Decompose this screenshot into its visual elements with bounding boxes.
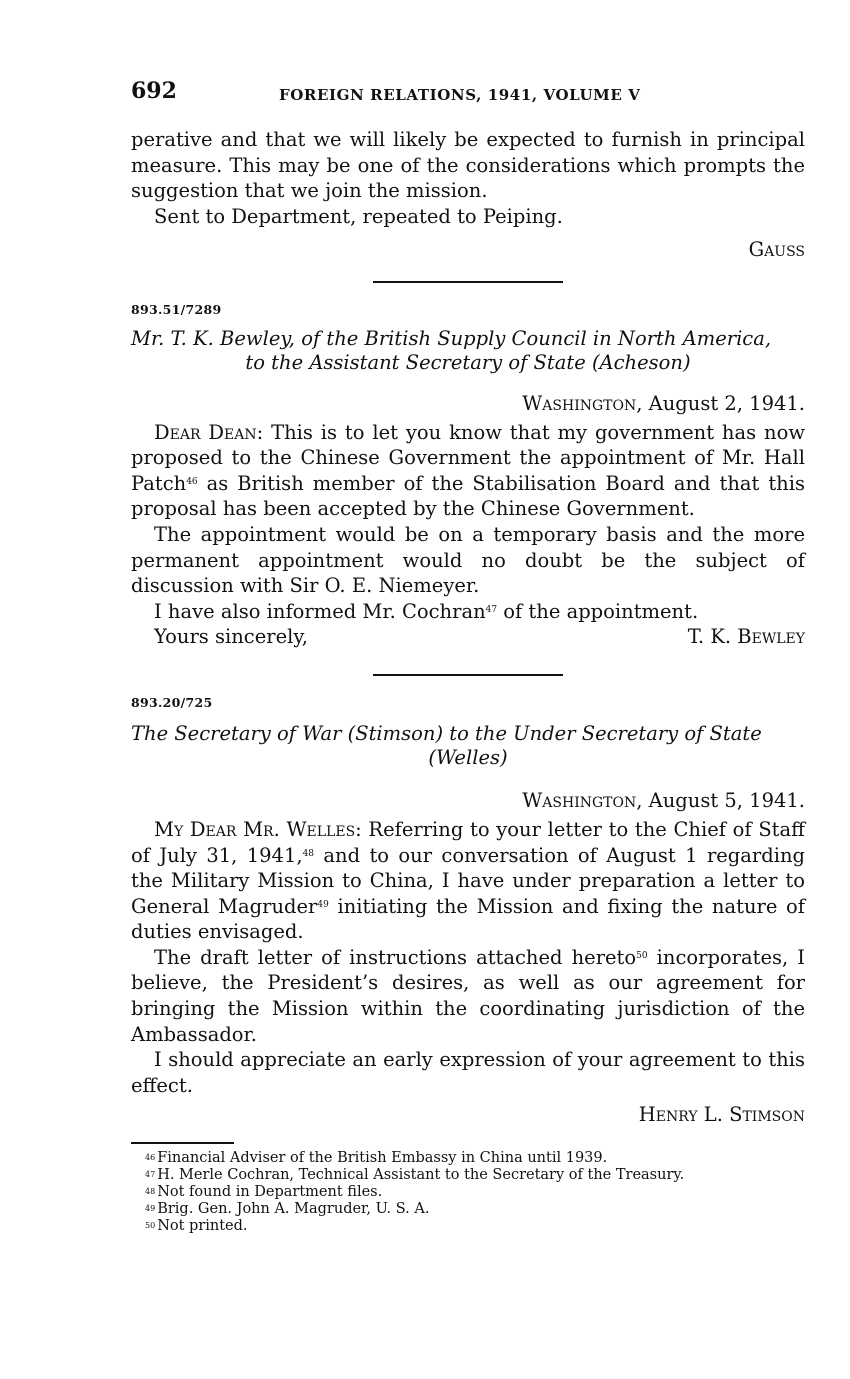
closing-row [131, 624, 805, 650]
document-gauss-telegram [131, 127, 805, 263]
footnote [145, 1150, 805, 1167]
signature: Henry L. Stimson [638, 1103, 805, 1127]
document-stimson-letter [131, 695, 805, 1128]
footnote-ref: 48 [302, 848, 315, 859]
letter-body [131, 788, 805, 1128]
paragraph [131, 817, 805, 945]
footnote-mark: 47 [145, 1170, 156, 1180]
footnote-mark: 49 [145, 1204, 156, 1214]
dateline-date: , August 5, 1941. [636, 789, 805, 813]
footnotes [131, 1150, 805, 1235]
footnote-divider [131, 1142, 234, 1144]
running-title: FOREIGN RELATIONS, 1941, VOLUME V [279, 86, 641, 104]
paragraph: perative and that we will likely be expected to furnish in principal measure. This may be one of the considerations which prompts the suggestion that we join the mission. [131, 128, 805, 203]
paragraph-text: and to our conversation of August 1 regarding the Military Mission to China, I have under preparation a letter to General Magruder [131, 843, 805, 918]
footnote-ref: 46 [186, 476, 198, 487]
footnote-ref: 50 [636, 950, 648, 961]
section-divider [373, 281, 563, 283]
footnote-ref: 47 [485, 604, 498, 615]
footnote-text: Brig. Gen. John A. Magruder, U. S. A. [157, 1201, 430, 1218]
footnote-mark: 50 [145, 1221, 156, 1231]
page-header [131, 78, 805, 108]
page-number: 692 [131, 78, 177, 104]
salutation: My Dear Mr. Welles [154, 817, 356, 841]
paragraph: I should appreciate an early expression of your agreement to this effect. [131, 1048, 805, 1097]
paragraph-text: : This is to let you know that my government has now proposed to the Chinese Government the appointment of Mr. Hall Patch [131, 420, 806, 495]
signature: Gauss [748, 238, 805, 262]
footnote-text: Financial Adviser of the British Embassy in China until 1939. [157, 1150, 608, 1167]
dateline [131, 788, 805, 814]
footnote [145, 1201, 805, 1218]
paragraph-text: as British member of the Stabilisation Board and that this proposal has been accepted by the Chinese Government. [131, 471, 805, 521]
document-heading [131, 327, 805, 375]
heading-line: (Welles) [428, 746, 508, 770]
footnote-text: H. Merle Cochran, Technical Assistant to the Secretary of the Treasury. [157, 1167, 685, 1184]
dateline-place: Washington [522, 789, 637, 813]
paragraph-text: : Referring to your letter to the Chief of Staff of July 31, 1941, [131, 817, 805, 867]
letter-body [131, 391, 805, 650]
dateline [131, 391, 805, 417]
paragraph-text: initiating the Mission and fixing the nature of duties envisaged. [131, 894, 805, 944]
heading-line: The Secretary of War (Stimson) to the Under Secretary of State [131, 722, 762, 746]
footnote-text: Not found in Department files. [157, 1184, 383, 1201]
section-divider [373, 674, 563, 676]
footnote-ref: 49 [317, 899, 329, 910]
dateline-place: Washington [522, 391, 637, 415]
footnote-mark: 48 [145, 1187, 156, 1197]
footnote [145, 1218, 805, 1235]
salutation: Dear Dean [154, 420, 257, 444]
page [131, 78, 805, 1235]
paragraph-text: of the appointment. [497, 599, 699, 623]
footnote-text: Not printed. [157, 1218, 248, 1235]
paragraph [131, 599, 805, 625]
heading-line: Mr. T. K. Bewley, of the British Supply Council in North America, [131, 326, 772, 350]
footnote-mark: 46 [145, 1153, 156, 1163]
footnote [145, 1167, 805, 1184]
paragraph [131, 420, 805, 522]
paragraph: Sent to Department, repeated to Peiping. [154, 204, 563, 228]
closing: Yours sincerely, [154, 625, 308, 649]
document-heading [131, 722, 805, 770]
document-bewley-letter [131, 302, 805, 650]
file-number: 893.51/7289 [131, 301, 222, 317]
paragraph: The appointment would be on a temporary basis and the more permanent appointment would no doubt be the subject of discussion with Sir O. E. Niemeyer. [131, 522, 805, 598]
file-number: 893.20/725 [131, 695, 213, 711]
paragraph-text: The draft letter of instructions attached hereto [154, 945, 637, 969]
signature: T. K. Bewley [687, 625, 805, 649]
paragraph-text: incorporates, I believe, the President’s desires, as well as our agreement for bringing the Mission within the coordinating jurisdiction of the Ambassador. [131, 945, 805, 1046]
footnote [145, 1184, 805, 1201]
paragraph-text: I have also informed Mr. Cochran [154, 599, 486, 623]
paragraph [131, 945, 805, 1047]
heading-line: to the Assistant Secretary of State (Acheson) [245, 350, 691, 374]
dateline-date: , August 2, 1941. [636, 391, 805, 415]
